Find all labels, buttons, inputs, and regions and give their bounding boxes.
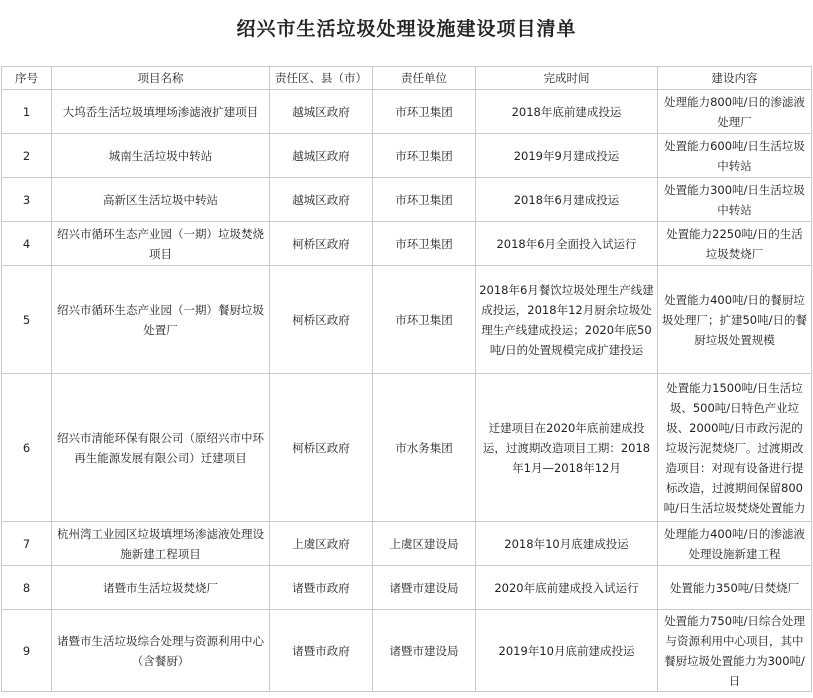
row-project-name: 杭州湾工业园区垃圾填埋场渗滤液处理设施新建工程项目 xyxy=(52,522,270,566)
table-row xyxy=(2,266,812,374)
row-content: 处置能力2250吨/日的生活垃圾焚烧厂 xyxy=(658,222,812,266)
row-district: 诸暨市政府 xyxy=(270,566,373,610)
row-project-name: 绍兴市循环生态产业园（一期）餐厨垃圾处置厂 xyxy=(52,266,270,374)
row-unit: 市环卫集团 xyxy=(373,90,476,134)
row-completion-time: 迁建项目在2020年底前建成投运，过渡期改造项目工期：2018年1月—2018年12月 xyxy=(476,374,658,522)
row-project-name: 城南生活垃圾中转站 xyxy=(52,134,270,178)
table-row xyxy=(2,134,812,178)
row-unit: 市环卫集团 xyxy=(373,266,476,374)
table-row xyxy=(2,178,812,222)
row-completion-time: 2020年底前建成投入试运行 xyxy=(476,566,658,610)
row-no: 7 xyxy=(2,522,52,566)
row-no: 3 xyxy=(2,178,52,222)
table-row xyxy=(2,610,812,692)
page-title: 绍兴市生活垃圾处理设施建设项目清单 xyxy=(236,18,577,40)
row-project-name: 绍兴市清能环保有限公司（原绍兴市中环再生能源发展有限公司）迁建项目 xyxy=(52,374,270,522)
row-completion-time: 2018年10月底建成投运 xyxy=(476,522,658,566)
project-table xyxy=(1,66,812,692)
row-project-name: 诸暨市生活垃圾综合处理与资源利用中心（含餐厨） xyxy=(52,610,270,692)
row-no: 4 xyxy=(2,222,52,266)
row-project-name: 大坞岙生活垃圾填埋场渗滤液扩建项目 xyxy=(52,90,270,134)
table-row xyxy=(2,522,812,566)
row-content: 处置能力400吨/日的餐厨垃圾处理厂；扩建50吨/日的餐厨垃圾处置规模 xyxy=(658,266,812,374)
row-content: 处置能力750吨/日综合处理与资源利用中心项目，其中餐厨垃圾处置能力为300吨/日 xyxy=(658,610,812,692)
row-completion-time: 2018年底前建成投运 xyxy=(476,90,658,134)
row-district: 柯桥区政府 xyxy=(270,222,373,266)
row-district: 越城区政府 xyxy=(270,90,373,134)
table-row xyxy=(2,566,812,610)
row-district: 上虞区政府 xyxy=(270,522,373,566)
row-unit: 市水务集团 xyxy=(373,374,476,522)
row-unit: 诸暨市建设局 xyxy=(373,610,476,692)
row-content: 处置能力600吨/日生活垃圾中转站 xyxy=(658,134,812,178)
header-unit: 责任单位 xyxy=(373,67,476,90)
table-row xyxy=(2,222,812,266)
row-no: 6 xyxy=(2,374,52,522)
row-district: 诸暨市政府 xyxy=(270,610,373,692)
row-district: 越城区政府 xyxy=(270,134,373,178)
row-no: 9 xyxy=(2,610,52,692)
row-project-name: 绍兴市循环生态产业园（一期）垃圾焚烧项目 xyxy=(52,222,270,266)
row-content: 处置能力300吨/日生活垃圾中转站 xyxy=(658,178,812,222)
row-completion-time: 2019年10月底前建成投运 xyxy=(476,610,658,692)
row-district: 柯桥区政府 xyxy=(270,266,373,374)
row-no: 2 xyxy=(2,134,52,178)
row-content: 处理能力800吨/日的渗滤液处理厂 xyxy=(658,90,812,134)
row-content: 处理能力400吨/日的渗滤液处理设施新建工程 xyxy=(658,522,812,566)
row-project-name: 高新区生活垃圾中转站 xyxy=(52,178,270,222)
row-district: 柯桥区政府 xyxy=(270,374,373,522)
row-no: 1 xyxy=(2,90,52,134)
header-completion-time: 完成时间 xyxy=(476,67,658,90)
row-completion-time: 2018年6月餐饮垃圾处理生产线建成投运，2018年12月厨余垃圾处理生产线建成投运；2020年底50吨/日的处置规模完成扩建投运 xyxy=(476,266,658,374)
row-no: 5 xyxy=(2,266,52,374)
header-content: 建设内容 xyxy=(658,67,812,90)
row-unit: 上虞区建设局 xyxy=(373,522,476,566)
row-project-name: 诸暨市生活垃圾焚烧厂 xyxy=(52,566,270,610)
row-no: 8 xyxy=(2,566,52,610)
row-unit: 市环卫集团 xyxy=(373,222,476,266)
row-completion-time: 2018年6月全面投入试运行 xyxy=(476,222,658,266)
header-district: 责任区、县（市） xyxy=(270,67,373,90)
row-completion-time: 2018年6月建成投运 xyxy=(476,178,658,222)
table-row xyxy=(2,374,812,522)
row-unit: 市环卫集团 xyxy=(373,134,476,178)
row-district: 越城区政府 xyxy=(270,178,373,222)
row-unit: 市环卫集团 xyxy=(373,178,476,222)
row-content: 处置能力1500吨/日生活垃圾、500吨/日特色产业垃圾、2000吨/日市政污泥的垃圾污泥焚烧厂。过渡期改造项目：对现有设备进行提标改造，过渡期间保留800吨/日生活垃圾焚烧处置能力 xyxy=(658,374,812,522)
table-row xyxy=(2,90,812,134)
row-unit: 诸暨市建设局 xyxy=(373,566,476,610)
row-content: 处置能力350吨/日焚烧厂 xyxy=(658,566,812,610)
row-completion-time: 2019年9月建成投运 xyxy=(476,134,658,178)
header-no: 序号 xyxy=(2,67,52,90)
header-project-name: 项目名称 xyxy=(52,67,270,90)
table-header-row xyxy=(2,67,812,90)
